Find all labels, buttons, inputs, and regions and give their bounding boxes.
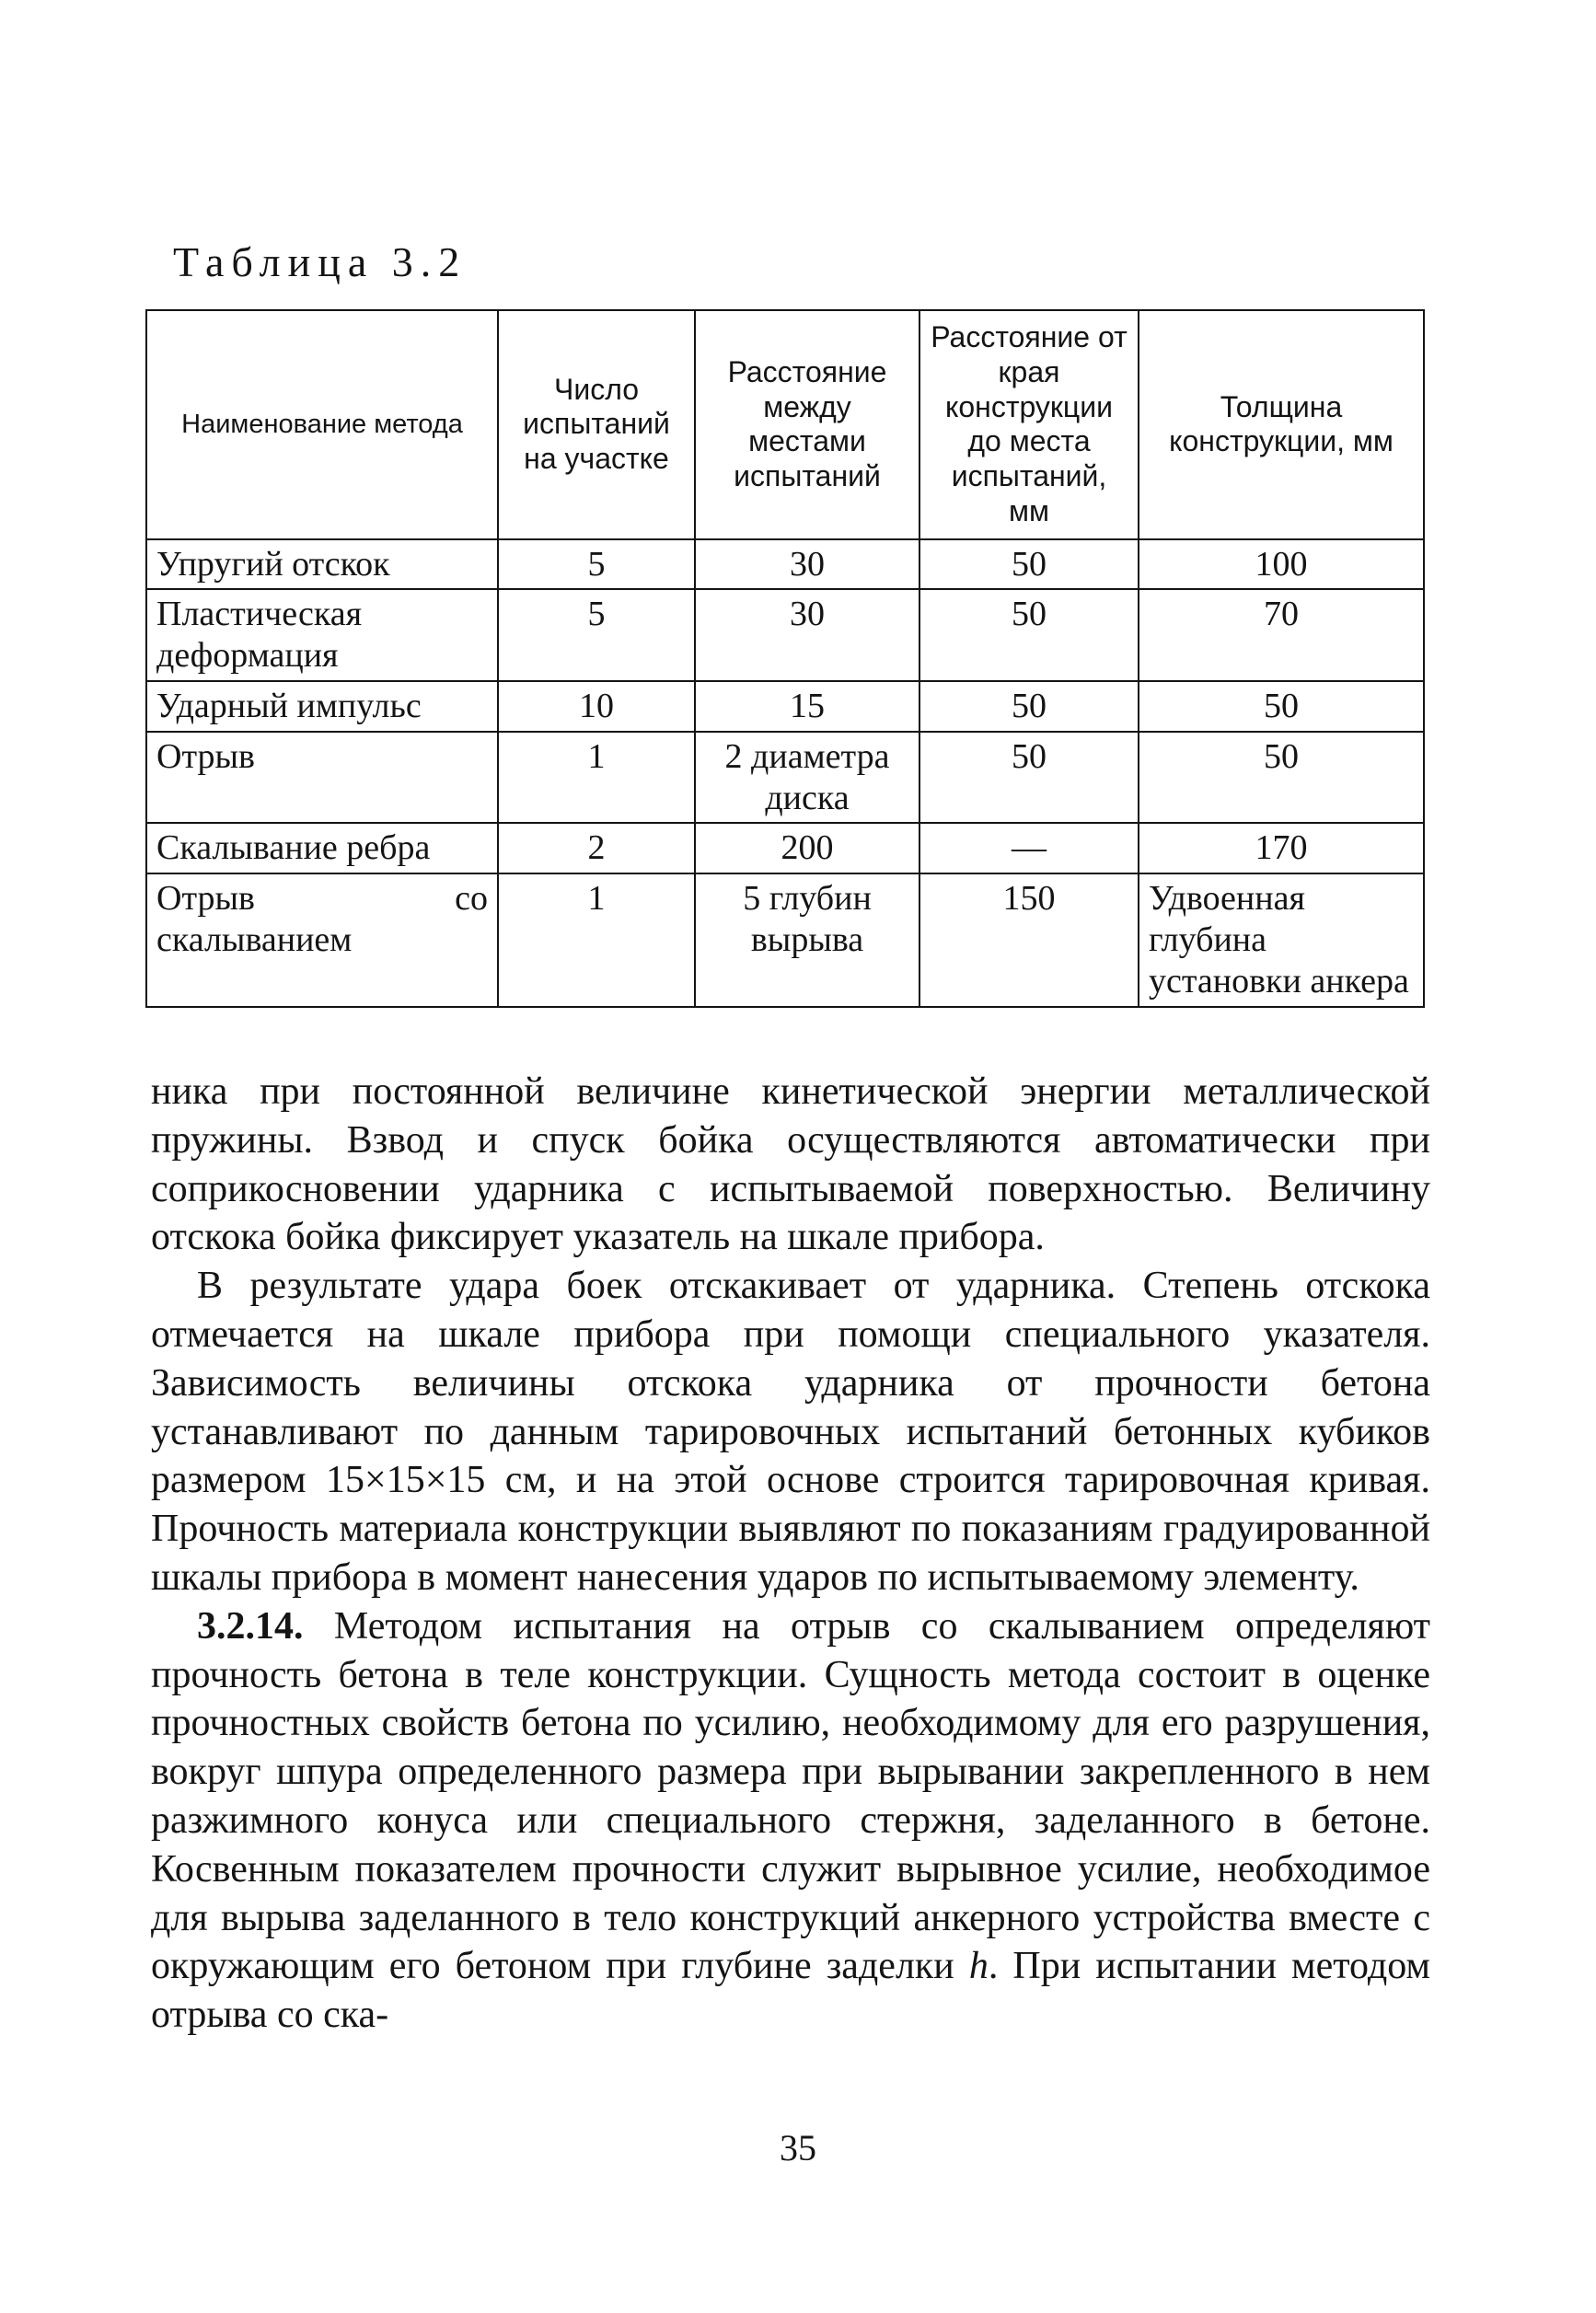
table-row: [146, 681, 1424, 732]
table-row: [146, 732, 1424, 824]
header-test-count: Число испытаний на участке: [498, 310, 695, 539]
header-spacing: Расстояние между местами испытаний: [695, 310, 919, 539]
cell-method: Упругий отскок: [146, 539, 498, 590]
cell-spacing: 30: [695, 539, 919, 590]
cell-edge: 50: [919, 681, 1139, 732]
cell-edge: 50: [919, 732, 1139, 824]
cell-thickness: 50: [1139, 732, 1424, 824]
section-text-part-2: . При испытании методом отрыва со ска-: [151, 1945, 1430, 2037]
table-caption: Таблица 3.2: [173, 238, 468, 285]
section-number: 3.2.14.: [197, 1604, 304, 1648]
section-text-part-1: Методом испытания на отрыв со скалыванием определяют прочность бетона в теле конструкции. Сущность метода состоит в оценке прочностных свойств бетона по усилию, необходимому для его разрушения, вокруг шпура определенного размера при вырывании закрепленного в нем разжимного конуса или специального стержня, заделанного в бетоне. Косвенным показателем прочности служит вырывное усилие, необходимое для вырыва заделанного в тело конструкций анкерного устройства вместе с окружающим его бетоном при глубине заделки: [151, 1604, 1430, 1988]
variable-h: h: [968, 1945, 989, 1988]
cell-count: 10: [498, 681, 695, 732]
table-row: [146, 823, 1424, 873]
cell-count: 5: [498, 539, 695, 590]
cell-method: Отрыв: [146, 732, 498, 824]
cell-edge: 150: [919, 873, 1139, 1006]
header-edge-distance: Расстояние от края конструкции до места испытаний, мм: [919, 310, 1139, 539]
cell-thickness: 170: [1139, 823, 1424, 873]
table-row: [146, 539, 1424, 590]
cell-thickness: Удвоенная глубина установки анкера: [1139, 873, 1424, 1006]
paragraph-continuation: ника при постоянной величине кинетической энергии металлической пружины. Взвод и спуск бойка осуществляются автоматически при соприкосновении ударника с испытываемой поверхностью. Величину отскока бойка фиксирует указатель на шкале прибора.: [151, 1070, 1430, 1259]
cell-spacing: 200: [695, 823, 919, 873]
cell-count: 1: [498, 873, 695, 1006]
cell-spacing: 15: [695, 681, 919, 732]
page-number: 35: [780, 2127, 816, 2168]
cell-edge: 50: [919, 589, 1139, 681]
cell-count: 5: [498, 589, 695, 681]
table-header-row: [146, 310, 1424, 539]
cell-spacing: 30: [695, 589, 919, 681]
paragraph-section-3-2-14: [151, 1602, 1430, 2040]
cell-thickness: 100: [1139, 539, 1424, 590]
cell-edge: 50: [919, 539, 1139, 590]
cell-thickness: 70: [1139, 589, 1424, 681]
cell-method: Скалывание ребра: [146, 823, 498, 873]
cell-method: Пластическая деформация: [146, 589, 498, 681]
header-method-name: Наименование метода: [146, 310, 498, 539]
paragraph-rebound: В результате удара боек отскакивает от ударника. Степень отскока отмечается на шкале прибора при помощи специального указателя. Зависимость величины отскока ударника от прочности бетона устанавливают по данным тарировочных испытаний бетонных кубиков размером 15×15×15 см, и на этой основе строится тарировочная кривая. Прочность материала конструкции выявляют по показаниям градуированной шкалы прибора в момент нанесения ударов по испытываемому элементу.: [151, 1265, 1430, 1599]
cell-spacing: 5 глубин вырыва: [695, 873, 919, 1006]
cell-count: 2: [498, 823, 695, 873]
test-methods-table: [145, 309, 1425, 1008]
body-text: [151, 1068, 1430, 2040]
cell-count: 1: [498, 732, 695, 824]
cell-method: Отрыв со скалыванием: [146, 873, 498, 1006]
table-row: [146, 873, 1424, 1006]
cell-thickness: 50: [1139, 681, 1424, 732]
header-thickness: Толщина конструкции, мм: [1139, 310, 1424, 539]
cell-method: Ударный импульс: [146, 681, 498, 732]
table-row: [146, 589, 1424, 681]
cell-spacing: 2 диаметра диска: [695, 732, 919, 824]
cell-edge: —: [919, 823, 1139, 873]
